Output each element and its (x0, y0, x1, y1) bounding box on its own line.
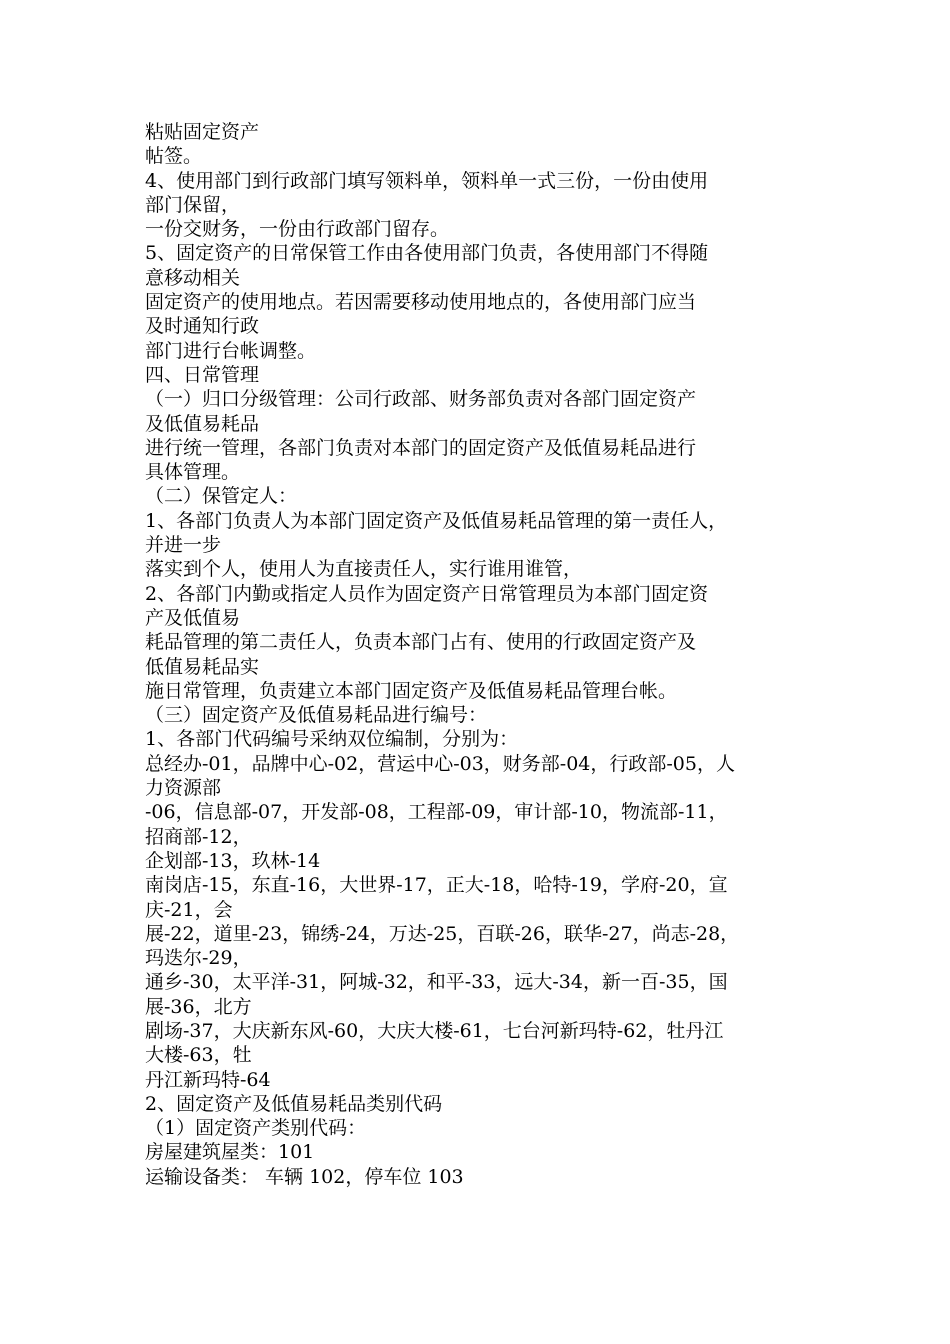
text-line: （三）固定资产及低值易耗品进行编号： (145, 704, 488, 727)
text-line: （二）保管定人： (145, 485, 298, 508)
text-line: -06，信息部-07，开发部-08，工程部-09，审计部-10，物流部-11， (145, 801, 728, 824)
text-line: 帖签。 (145, 145, 203, 168)
text-line: （1）固定资产类别代码： (145, 1117, 367, 1140)
text-line: 施日常管理，负责建立本部门固定资产及低值易耗品管理台帐。 (145, 679, 678, 702)
text-line: 运输设备类： 车辆 102，停车位 103 (145, 1165, 464, 1188)
text-line: 南岗店-15，东直-16，大世界-17，正大-18，哈特-19，学府-20，宣 (145, 874, 728, 897)
text-line: 进行统一管理，各部门负责对本部门的固定资产及低值易耗品进行 (145, 436, 697, 459)
text-line: 1、各部门负责人为本部门固定资产及低值易耗品管理的第一责任人， (145, 509, 728, 532)
text-line: 展-36，北方 (145, 995, 252, 1018)
text-line: 力资源部 (145, 777, 222, 800)
text-line: 固定资产的使用地点。若因需要移动使用地点的，各使用部门应当 (145, 291, 697, 314)
text-line: 1、各部门代码编号采纳双位编制，分别为： (145, 728, 519, 751)
text-line: 一份交财务，一份由行政部门留存。 (145, 218, 450, 241)
text-line: 2、固定资产及低值易耗品类别代码 (145, 1092, 443, 1115)
text-line: 5、固定资产的日常保管工作由各使用部门负责，各使用部门不得随 (145, 242, 709, 265)
text-line: 粘贴固定资产 (145, 121, 260, 143)
text-line: 展-22，道里-23，锦绣-24，万达-25，百联-26，联华-27，尚志-28， (145, 922, 740, 945)
section-heading: 四、日常管理 (145, 363, 260, 386)
text-line: 4、使用部门到行政部门填写领料单，领料单一式三份，一份由使用 (145, 169, 709, 192)
text-line: 2、各部门内勤或指定人员作为固定资产日常管理员为本部门固定资 (145, 582, 709, 605)
text-line: 落实到个人，使用人为直接责任人，实行谁用谁管， (145, 558, 583, 581)
text-line: 庆-21，会 (145, 898, 233, 921)
text-line: （一）归口分级管理：公司行政部、财务部负责对各部门固定资产 (145, 388, 697, 411)
text-line: 低值易耗品实 (145, 655, 260, 678)
text-line: 剧场-37，大庆新东风-60，大庆大楼-61，七台河新玛特-62，牡丹江 (145, 1019, 724, 1042)
text-line: 企划部-13，玖林-14 (145, 849, 321, 872)
text-line: 部门进行台帐调整。 (145, 339, 317, 362)
text-line: 并进一步 (145, 534, 222, 557)
text-line: 耗品管理的第二责任人，负责本部门占有、使用的行政固定资产及 (145, 631, 697, 654)
text-line: 通乡-30，太平洋-31，阿城-32，和平-33，远大-34，新一百-35，国 (145, 971, 728, 994)
text-line: 房屋建筑屋类：101 (145, 1141, 315, 1164)
text-line: 部门保留， (145, 193, 241, 216)
text-line: 丹江新玛特-64 (145, 1068, 271, 1091)
text-line: 意移动相关 (145, 266, 241, 289)
text-line: 玛迭尔-29， (145, 947, 252, 970)
text-line: 总经办-01，品牌中心-02，营运中心-03，财务部-04，行政部-05，人 (145, 752, 735, 775)
text-line: 招商部-12， (145, 825, 252, 848)
text-line: 产及低值易 (145, 606, 241, 629)
text-line: 及低值易耗品 (145, 412, 260, 435)
document-body (145, 120, 825, 1189)
text-line: 大楼-63，牡 (145, 1044, 252, 1067)
text-line: 及时通知行政 (145, 315, 260, 338)
text-line: 具体管理。 (145, 461, 241, 484)
